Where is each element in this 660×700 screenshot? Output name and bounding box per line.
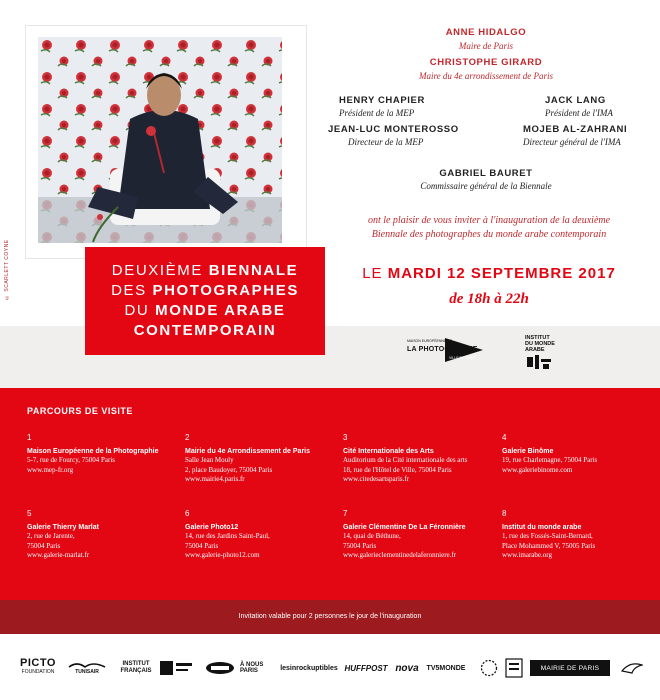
host-lang-role: Président de l'IMA [545,108,613,118]
nova-logo: nova [395,662,419,674]
mairie-de-paris-logo: MAIRIE DE PARIS [530,660,610,676]
inrockuptibles-logo: lesinrockuptibles [280,664,338,672]
venue-4 [502,433,652,475]
venue-name: Galerie Clémentine De La Féronnière [343,523,466,531]
institut-francais-logo: INSTITUT FRANÇAIS [120,661,152,674]
mep-logo: MAISON EUROPÉENNE DE LA PHOTOGRAPHIE VILLE DE PARIS [405,337,495,363]
venue-line: Salle Jean Mouly [185,456,234,464]
host-monterosso-name: JEAN-LUC MONTEROSSO [328,124,459,135]
sponsors-footer [0,634,660,700]
venue-line: 75004 Paris [185,541,219,550]
host-bauret-name: GABRIEL BAURET [439,168,533,179]
venue-line: 18, rue de l'Hôtel de Ville, 75004 Paris [343,465,452,474]
venue-number: 3 [343,433,348,442]
partner-bird-logo [620,656,644,680]
venue-line: 14, rue des Jardins Saint-Paul, [185,532,270,540]
venue-line: 2, place Baudoyer, 75004 Paris [185,465,273,474]
venue-link[interactable]: www.galeriebinome.com [502,465,573,474]
photo-credit: © SCARLETT COYNE [4,239,10,300]
venue-name: Cité Internationale des Arts [343,447,434,455]
host-zahrani-role: Directeur général de l'IMA [523,137,621,147]
tunisair-logo: TUNISAIR [62,656,112,680]
venue-name: Mairie du 4e Arrondissement de Paris [185,447,311,455]
host-girard-role: Maire du 4e arrondissement de Paris [418,71,554,81]
venue-1 [27,433,187,475]
venue-number: 6 [185,509,190,518]
press-logo-1 [203,656,237,680]
venue-number: 8 [502,509,507,518]
venue-line: Place Mohammed V, 75005 Paris [502,541,596,550]
host-chapier-name: HENRY CHAPIER [339,95,425,106]
venue-name: Institut du monde arabe [502,523,582,531]
venue-link[interactable]: www.galerieclementinedelaferonniere.fr [343,551,457,559]
venue-number: 5 [27,509,32,518]
invitation-line-2: Biennale des photographes du monde arabe contemporain [371,229,607,240]
venue-5 [27,509,187,561]
ima-glyph-icon [525,353,555,371]
host-zahrani-name: MOJEB AL-ZAHRANI [523,124,628,135]
ima-logo: INSTITUT DU MONDE ARABE [525,335,565,373]
host-lang-name: JACK LANG [545,95,606,106]
parcours-section [0,388,660,600]
title-line-2: DES PHOTOGRAPHES [111,282,299,299]
portrait-photo [38,37,282,243]
venue-number: 7 [343,509,348,518]
bird-emblem-icon [621,661,643,675]
host-chapier-role: Président de la MEP [339,108,415,118]
venue-line: 19, rue Charlemagne, 75004 Paris [502,456,598,464]
venue-6 [185,509,345,561]
title-line-1: DEUXIÈME BIENNALE [111,262,299,279]
tv5monde-logo: TV5MONDE [426,664,466,672]
venue-line: 2, rue de Jarente, [27,532,75,540]
venue-line: Auditorium de la Cité internationale des arts [343,456,468,464]
venue-link[interactable]: www.mairie4.paris.fr [185,475,245,483]
venue-line: 75004 Paris [27,541,61,550]
invitation-line-1: ont le plaisir de vous inviter à l'inauguration de la deuxième [367,215,611,226]
a-nous-paris-logo: À NOUS PARIS [240,662,264,674]
venue-number: 1 [27,433,32,442]
parcours-title: PARCOURS DE VISITE [27,406,133,416]
invitation-text [330,214,648,242]
venue-8 [502,509,652,561]
venue-link[interactable]: www.galerie-photo12.com [185,551,260,559]
event-hours: de 18h à 22h [449,291,529,307]
huffpost-logo: HUFFPOST [344,663,388,673]
validity-band [0,600,660,634]
title-line-3: DU MONDE ARABE [124,302,286,319]
venue-link[interactable]: www.mep-fr.org [27,465,74,474]
partner-box-logo [503,656,525,680]
host-girard-name: CHRISTOPHE GIRARD [429,57,543,68]
picto-logo: PICTO FOUNDATION [20,657,56,675]
host-hidalgo-role: Maire de Paris [458,41,514,51]
venue-line: 14, quai de Béthune, [343,532,401,540]
venue-link[interactable]: www.galerie-marlat.fr [27,551,90,559]
hosts-list [325,27,647,191]
venue-number: 2 [185,433,190,442]
venue-7 [343,509,503,561]
host-monterosso-role: Directeur de la MEP [348,137,424,147]
venue-name: Maison Européenne de la Photographie [27,447,159,455]
venue-name: Galerie Photo12 [185,523,239,531]
venue-line: 75004 Paris [343,541,377,550]
round-emblem-icon [480,659,498,677]
venue-link[interactable]: www.imarabe.org [502,551,552,559]
biennale-title-box [85,247,325,355]
validity-text: Invitation valable pour 2 personnes le jour de l'inauguration [238,613,422,620]
partner-round-logo [478,656,500,680]
box-emblem-icon [505,658,523,678]
venue-3 [343,433,503,485]
hosts-grid [325,95,647,155]
venue-line: 5-7, rue de Fourcy, 75004 Paris [27,456,116,464]
venue-link[interactable]: www.citedesartsparis.fr [343,475,410,483]
venue-name: Galerie Binôme [502,447,554,455]
venue-line: 1, rue des Fossés-Saint-Bernard, [502,532,593,540]
title-line-4: CONTEMPORAIN [133,322,277,339]
venue-name: Galerie Thierry Marlat [27,523,99,531]
venue-2 [185,433,345,485]
press-emblem-icon [205,661,235,675]
event-date: LE MARDI 12 SEPTEMBRE 2017 [362,265,616,282]
partner-emblem-icon [159,658,193,678]
host-hidalgo-name: ANNE HIDALGO [445,27,527,38]
venue-number: 4 [502,433,507,442]
tunisair-arabic-icon [67,661,107,669]
partner-logo-arabic [158,656,194,680]
host-bauret-role: Commissaire général de la Biennale [420,181,552,191]
